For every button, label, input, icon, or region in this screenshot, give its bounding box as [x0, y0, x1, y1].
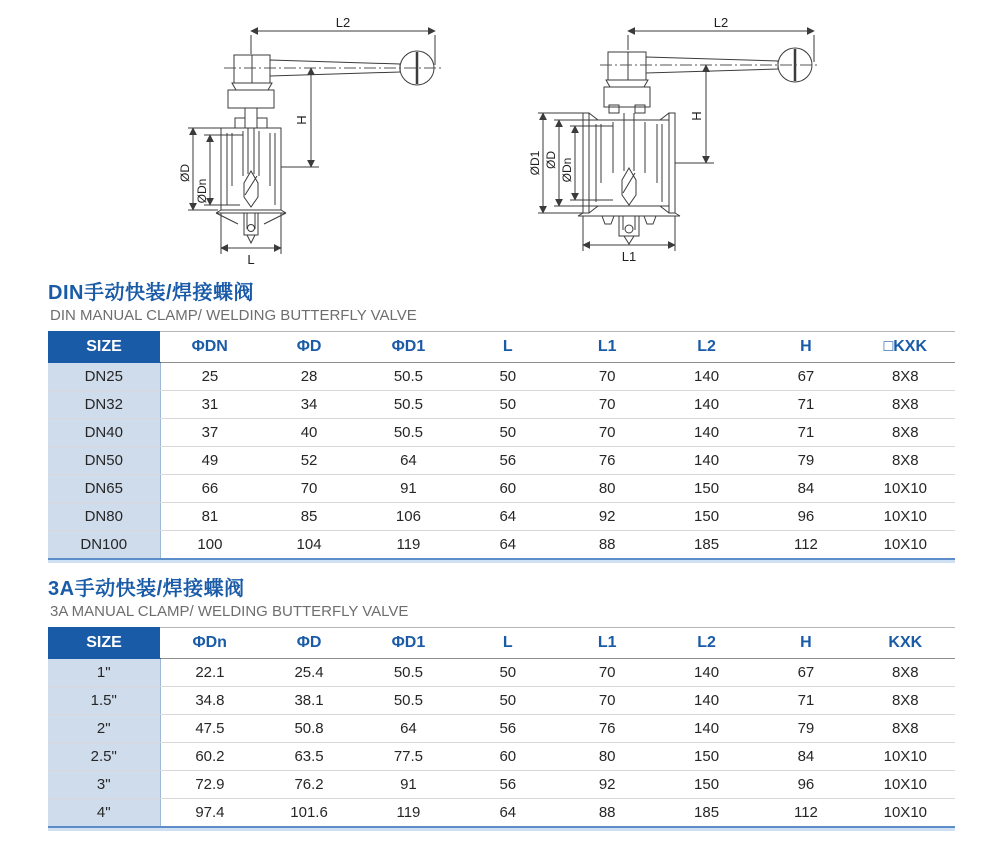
value-cell: 185	[657, 799, 756, 828]
value-cell: 112	[756, 531, 855, 560]
valve-neck	[228, 90, 274, 128]
valve-bottom	[578, 213, 680, 244]
value-cell: 63.5	[259, 743, 358, 771]
column-header: ΦD	[259, 332, 358, 363]
value-cell: 8X8	[856, 391, 955, 419]
value-cell: 140	[657, 659, 756, 687]
value-cell: 88	[558, 799, 657, 828]
value-cell: 84	[756, 475, 855, 503]
value-cell: 10X10	[856, 771, 955, 799]
value-cell: 67	[756, 659, 855, 687]
value-cell: 140	[657, 419, 756, 447]
value-cell: 140	[657, 363, 756, 391]
section-title-en: 3A MANUAL CLAMP/ WELDING BUTTERFLY VALVE	[50, 603, 409, 620]
column-header: ΦDn	[160, 628, 259, 659]
table-row	[48, 503, 955, 531]
value-cell: 140	[657, 715, 756, 743]
value-cell: 47.5	[160, 715, 259, 743]
value-cell: 66	[160, 475, 259, 503]
column-header: H	[756, 628, 855, 659]
value-cell: 91	[359, 475, 458, 503]
diagram-area	[0, 0, 1000, 276]
value-cell: 140	[657, 687, 756, 715]
dim-label-d: ØD	[544, 151, 558, 169]
value-cell: 72.9	[160, 771, 259, 799]
table-row	[48, 799, 955, 828]
column-header: L2	[657, 332, 756, 363]
value-cell: 50	[458, 363, 557, 391]
value-cell: 8X8	[856, 715, 955, 743]
table-row	[48, 659, 955, 687]
dim-label-dn: ØDn	[195, 178, 209, 204]
value-cell: 79	[756, 447, 855, 475]
value-cell: 34	[259, 391, 358, 419]
dim-label-l: L	[247, 252, 255, 267]
value-cell: 80	[558, 475, 657, 503]
value-cell: 106	[359, 503, 458, 531]
valve-neck	[604, 87, 650, 113]
value-cell: 64	[458, 531, 557, 560]
ferrule-left	[583, 113, 589, 213]
value-cell: 50	[458, 419, 557, 447]
value-cell: 67	[756, 363, 855, 391]
column-header: L	[458, 332, 557, 363]
value-cell: 28	[259, 363, 358, 391]
section-title-cn: 3A手动快装/焊接蝶阀	[48, 578, 245, 600]
section-title-cn: DIN手动快装/焊接蝶阀	[48, 282, 254, 304]
size-cell: DN40	[48, 419, 160, 447]
size-cell: 1"	[48, 659, 160, 687]
column-header: L1	[558, 332, 657, 363]
value-cell: 37	[160, 419, 259, 447]
3a-spec-table	[48, 627, 955, 828]
size-cell: 2"	[48, 715, 160, 743]
size-cell: 1.5"	[48, 687, 160, 715]
value-cell: 96	[756, 771, 855, 799]
value-cell: 79	[756, 715, 855, 743]
value-cell: 92	[558, 503, 657, 531]
size-column-header: SIZE	[48, 332, 160, 363]
value-cell: 60	[458, 743, 557, 771]
butterfly-disc	[244, 171, 258, 207]
value-cell: 84	[756, 743, 855, 771]
dimension-l1	[583, 216, 675, 264]
table-row	[48, 687, 955, 715]
value-cell: 96	[756, 503, 855, 531]
value-cell: 71	[756, 687, 855, 715]
dimension-h	[281, 68, 319, 167]
value-cell: 25	[160, 363, 259, 391]
size-cell: 3"	[48, 771, 160, 799]
value-cell: 70	[558, 419, 657, 447]
dimension-l2	[628, 15, 814, 62]
diagram-clamp-valve	[516, 8, 880, 276]
value-cell: 64	[458, 503, 557, 531]
value-cell: 81	[160, 503, 259, 531]
value-cell: 70	[558, 659, 657, 687]
dimension-l	[221, 213, 281, 267]
value-cell: 64	[359, 715, 458, 743]
value-cell: 150	[657, 771, 756, 799]
diagram-weld-valve	[148, 8, 478, 276]
column-header: KXK	[856, 628, 955, 659]
column-header: □KXK	[856, 332, 955, 363]
value-cell: 119	[359, 799, 458, 828]
value-cell: 150	[657, 475, 756, 503]
value-cell: 22.1	[160, 659, 259, 687]
value-cell: 10X10	[856, 475, 955, 503]
value-cell: 56	[458, 715, 557, 743]
size-cell: DN32	[48, 391, 160, 419]
size-cell: DN100	[48, 531, 160, 560]
size-cell: 2.5"	[48, 743, 160, 771]
value-cell: 76.2	[259, 771, 358, 799]
value-cell: 8X8	[856, 659, 955, 687]
value-cell: 91	[359, 771, 458, 799]
value-cell: 8X8	[856, 363, 955, 391]
value-cell: 34.8	[160, 687, 259, 715]
value-cell: 50.5	[359, 419, 458, 447]
valve-handle	[224, 51, 442, 90]
column-header: L	[458, 628, 557, 659]
value-cell: 76	[558, 715, 657, 743]
dim-label-dn: ØDn	[560, 157, 574, 183]
value-cell: 97.4	[160, 799, 259, 828]
size-cell: DN50	[48, 447, 160, 475]
section-din	[0, 282, 1000, 560]
value-cell: 150	[657, 503, 756, 531]
value-cell: 52	[259, 447, 358, 475]
size-cell: DN25	[48, 363, 160, 391]
butterfly-disc	[622, 168, 636, 205]
dim-label-d1: ØD1	[528, 150, 542, 176]
value-cell: 112	[756, 799, 855, 828]
value-cell: 140	[657, 447, 756, 475]
value-cell: 50	[458, 687, 557, 715]
value-cell: 50.5	[359, 659, 458, 687]
value-cell: 56	[458, 771, 557, 799]
size-cell: 4"	[48, 799, 160, 828]
size-column-header: SIZE	[48, 628, 160, 659]
value-cell: 85	[259, 503, 358, 531]
table-row	[48, 419, 955, 447]
value-cell: 56	[458, 447, 557, 475]
value-cell: 50.5	[359, 391, 458, 419]
valve-handle	[600, 48, 820, 87]
header-row	[48, 628, 955, 659]
table-row	[48, 391, 955, 419]
dim-label-l1: L1	[621, 249, 637, 264]
header-row	[48, 332, 955, 363]
value-cell: 185	[657, 531, 756, 560]
value-cell: 31	[160, 391, 259, 419]
table-row	[48, 447, 955, 475]
table-row	[48, 531, 955, 560]
value-cell: 88	[558, 531, 657, 560]
value-cell: 10X10	[856, 503, 955, 531]
dimension-dn	[195, 135, 243, 205]
value-cell: 119	[359, 531, 458, 560]
dimension-dn	[560, 126, 613, 200]
value-cell: 150	[657, 743, 756, 771]
value-cell: 10X10	[856, 531, 955, 560]
value-cell: 101.6	[259, 799, 358, 828]
value-cell: 8X8	[856, 447, 955, 475]
value-cell: 10X10	[856, 799, 955, 828]
value-cell: 70	[259, 475, 358, 503]
value-cell: 70	[558, 391, 657, 419]
size-cell: DN65	[48, 475, 160, 503]
value-cell: 64	[359, 447, 458, 475]
value-cell: 49	[160, 447, 259, 475]
value-cell: 100	[160, 531, 259, 560]
column-header: ΦD1	[359, 332, 458, 363]
value-cell: 76	[558, 447, 657, 475]
dim-label-d: ØD	[178, 164, 192, 182]
dim-label-l2: L2	[335, 15, 351, 30]
value-cell: 77.5	[359, 743, 458, 771]
value-cell: 104	[259, 531, 358, 560]
value-cell: 8X8	[856, 687, 955, 715]
table-row	[48, 743, 955, 771]
value-cell: 60	[458, 475, 557, 503]
value-cell: 140	[657, 391, 756, 419]
value-cell: 80	[558, 743, 657, 771]
value-cell: 70	[558, 363, 657, 391]
table-row	[48, 715, 955, 743]
table-row	[48, 771, 955, 799]
dim-label-h: H	[294, 115, 309, 125]
value-cell: 64	[458, 799, 557, 828]
value-cell: 92	[558, 771, 657, 799]
valve-body	[221, 128, 281, 210]
column-header: ΦD1	[359, 628, 458, 659]
column-header: L1	[558, 628, 657, 659]
dimension-h	[675, 65, 714, 163]
column-header: H	[756, 332, 855, 363]
value-cell: 71	[756, 391, 855, 419]
value-cell: 50	[458, 391, 557, 419]
ferrule-right	[669, 113, 675, 213]
valve-bottom	[216, 210, 286, 243]
value-cell: 50.5	[359, 687, 458, 715]
column-header: ΦD	[259, 628, 358, 659]
dim-label-h: H	[689, 111, 704, 121]
dim-label-l2: L2	[713, 15, 729, 30]
value-cell: 8X8	[856, 419, 955, 447]
value-cell: 25.4	[259, 659, 358, 687]
value-cell: 50.5	[359, 363, 458, 391]
size-cell: DN80	[48, 503, 160, 531]
value-cell: 50.8	[259, 715, 358, 743]
section-3a	[0, 578, 1000, 828]
column-header: L2	[657, 628, 756, 659]
value-cell: 60.2	[160, 743, 259, 771]
dimension-l2	[251, 15, 435, 65]
din-spec-table	[48, 331, 955, 560]
value-cell: 10X10	[856, 743, 955, 771]
table-row	[48, 363, 955, 391]
section-title-en: DIN MANUAL CLAMP/ WELDING BUTTERFLY VALVE	[50, 307, 417, 324]
column-header: ΦDN	[160, 332, 259, 363]
value-cell: 40	[259, 419, 358, 447]
table-row	[48, 475, 955, 503]
valve-body	[583, 113, 675, 213]
value-cell: 70	[558, 687, 657, 715]
value-cell: 50	[458, 659, 557, 687]
value-cell: 38.1	[259, 687, 358, 715]
value-cell: 71	[756, 419, 855, 447]
